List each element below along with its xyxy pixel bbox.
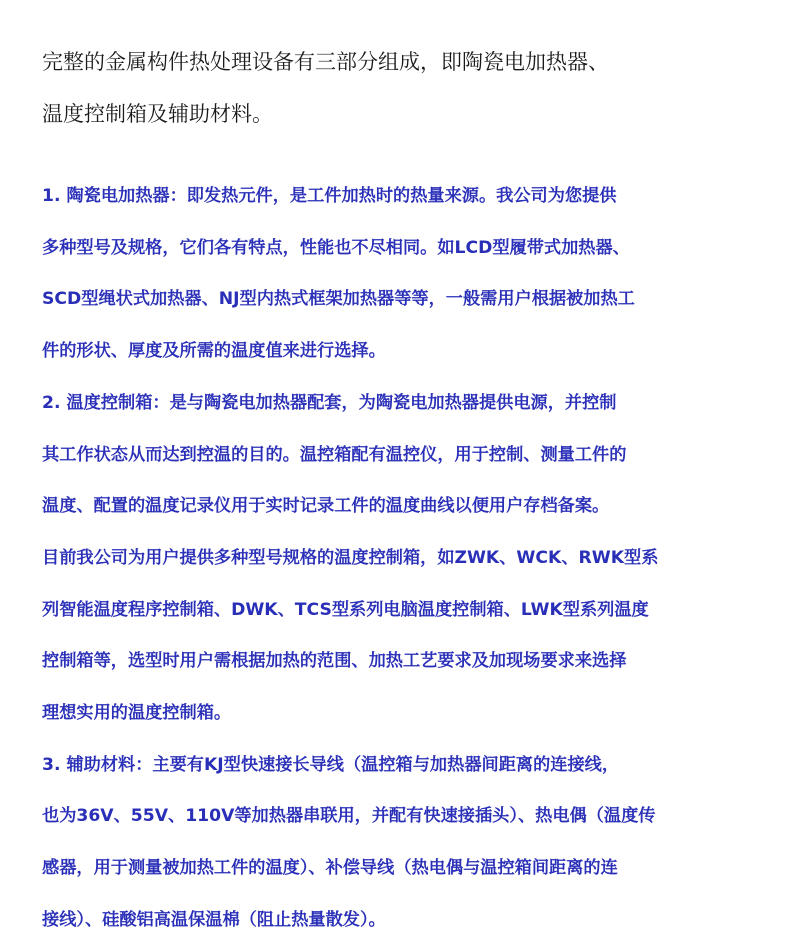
item-1-line: 多种型号及规格，它们各有特点，性能也不尽相同。如LCD型履带式加热器、 [42,237,630,258]
item-2-line: 理想实用的温度控制箱。 [42,703,232,724]
item-3-line: 接线）、硅酸铝高温保温棉（阻止热量散发）。 [42,909,386,930]
item-1-line: SCD型绳状式加热器、NJ型内热式框架加热器等等，一般需用户根据被加热工 [42,289,635,310]
item-3-line: 也为36V、55V、110V等加热器串联用，并配有快速接插头）、热电偶（温度传 [42,806,656,827]
item-3-line: 感器，用于测量被加热工件的温度）、补偿导线（热电偶与温控箱间距离的连 [42,858,618,879]
item-2-line: 目前我公司为用户提供多种型号规格的温度控制箱，如ZWK、WCK、RWK型系 [42,547,659,568]
item-1-line: 1. 陶瓷电加热器：即发热元件，是工件加热时的热量来源。我公司为您提供 [42,186,617,206]
item-1-line: 件的形状、厚度及所需的温度值来进行选择。 [42,341,386,362]
item-2-line: 其工作状态从而达到控温的目的。温控箱配有温控仪，用于控制、测量工件的 [42,444,627,465]
item-2-line: 列智能温度程序控制箱、DWK、TCS型系列电脑温度控制箱、LWK型系列温度 [42,599,649,620]
detail-list [42,171,782,947]
item-2-line: 2. 温度控制箱：是与陶瓷电加热器配套，为陶瓷电加热器提供电源，并控制 [42,392,617,413]
intro-line: 温度控制箱及辅助材料。 [42,102,273,126]
item-2-line: 温度、配置的温度记录仪用于实时记录工件的温度曲线以便用户存档备案。 [42,496,610,517]
item-2-line: 控制箱等，选型时用户需根据加热的范围、加热工艺要求及加现场要求来选择 [42,651,627,672]
intro-paragraph [42,36,772,140]
intro-line: 完整的金属构件热处理设备有三部分组成，即陶瓷电加热器、 [42,50,609,74]
item-3-line: 3. 辅助材料：主要有KJ型快速接长导线（温控箱与加热器间距离的连接线， [42,754,620,775]
